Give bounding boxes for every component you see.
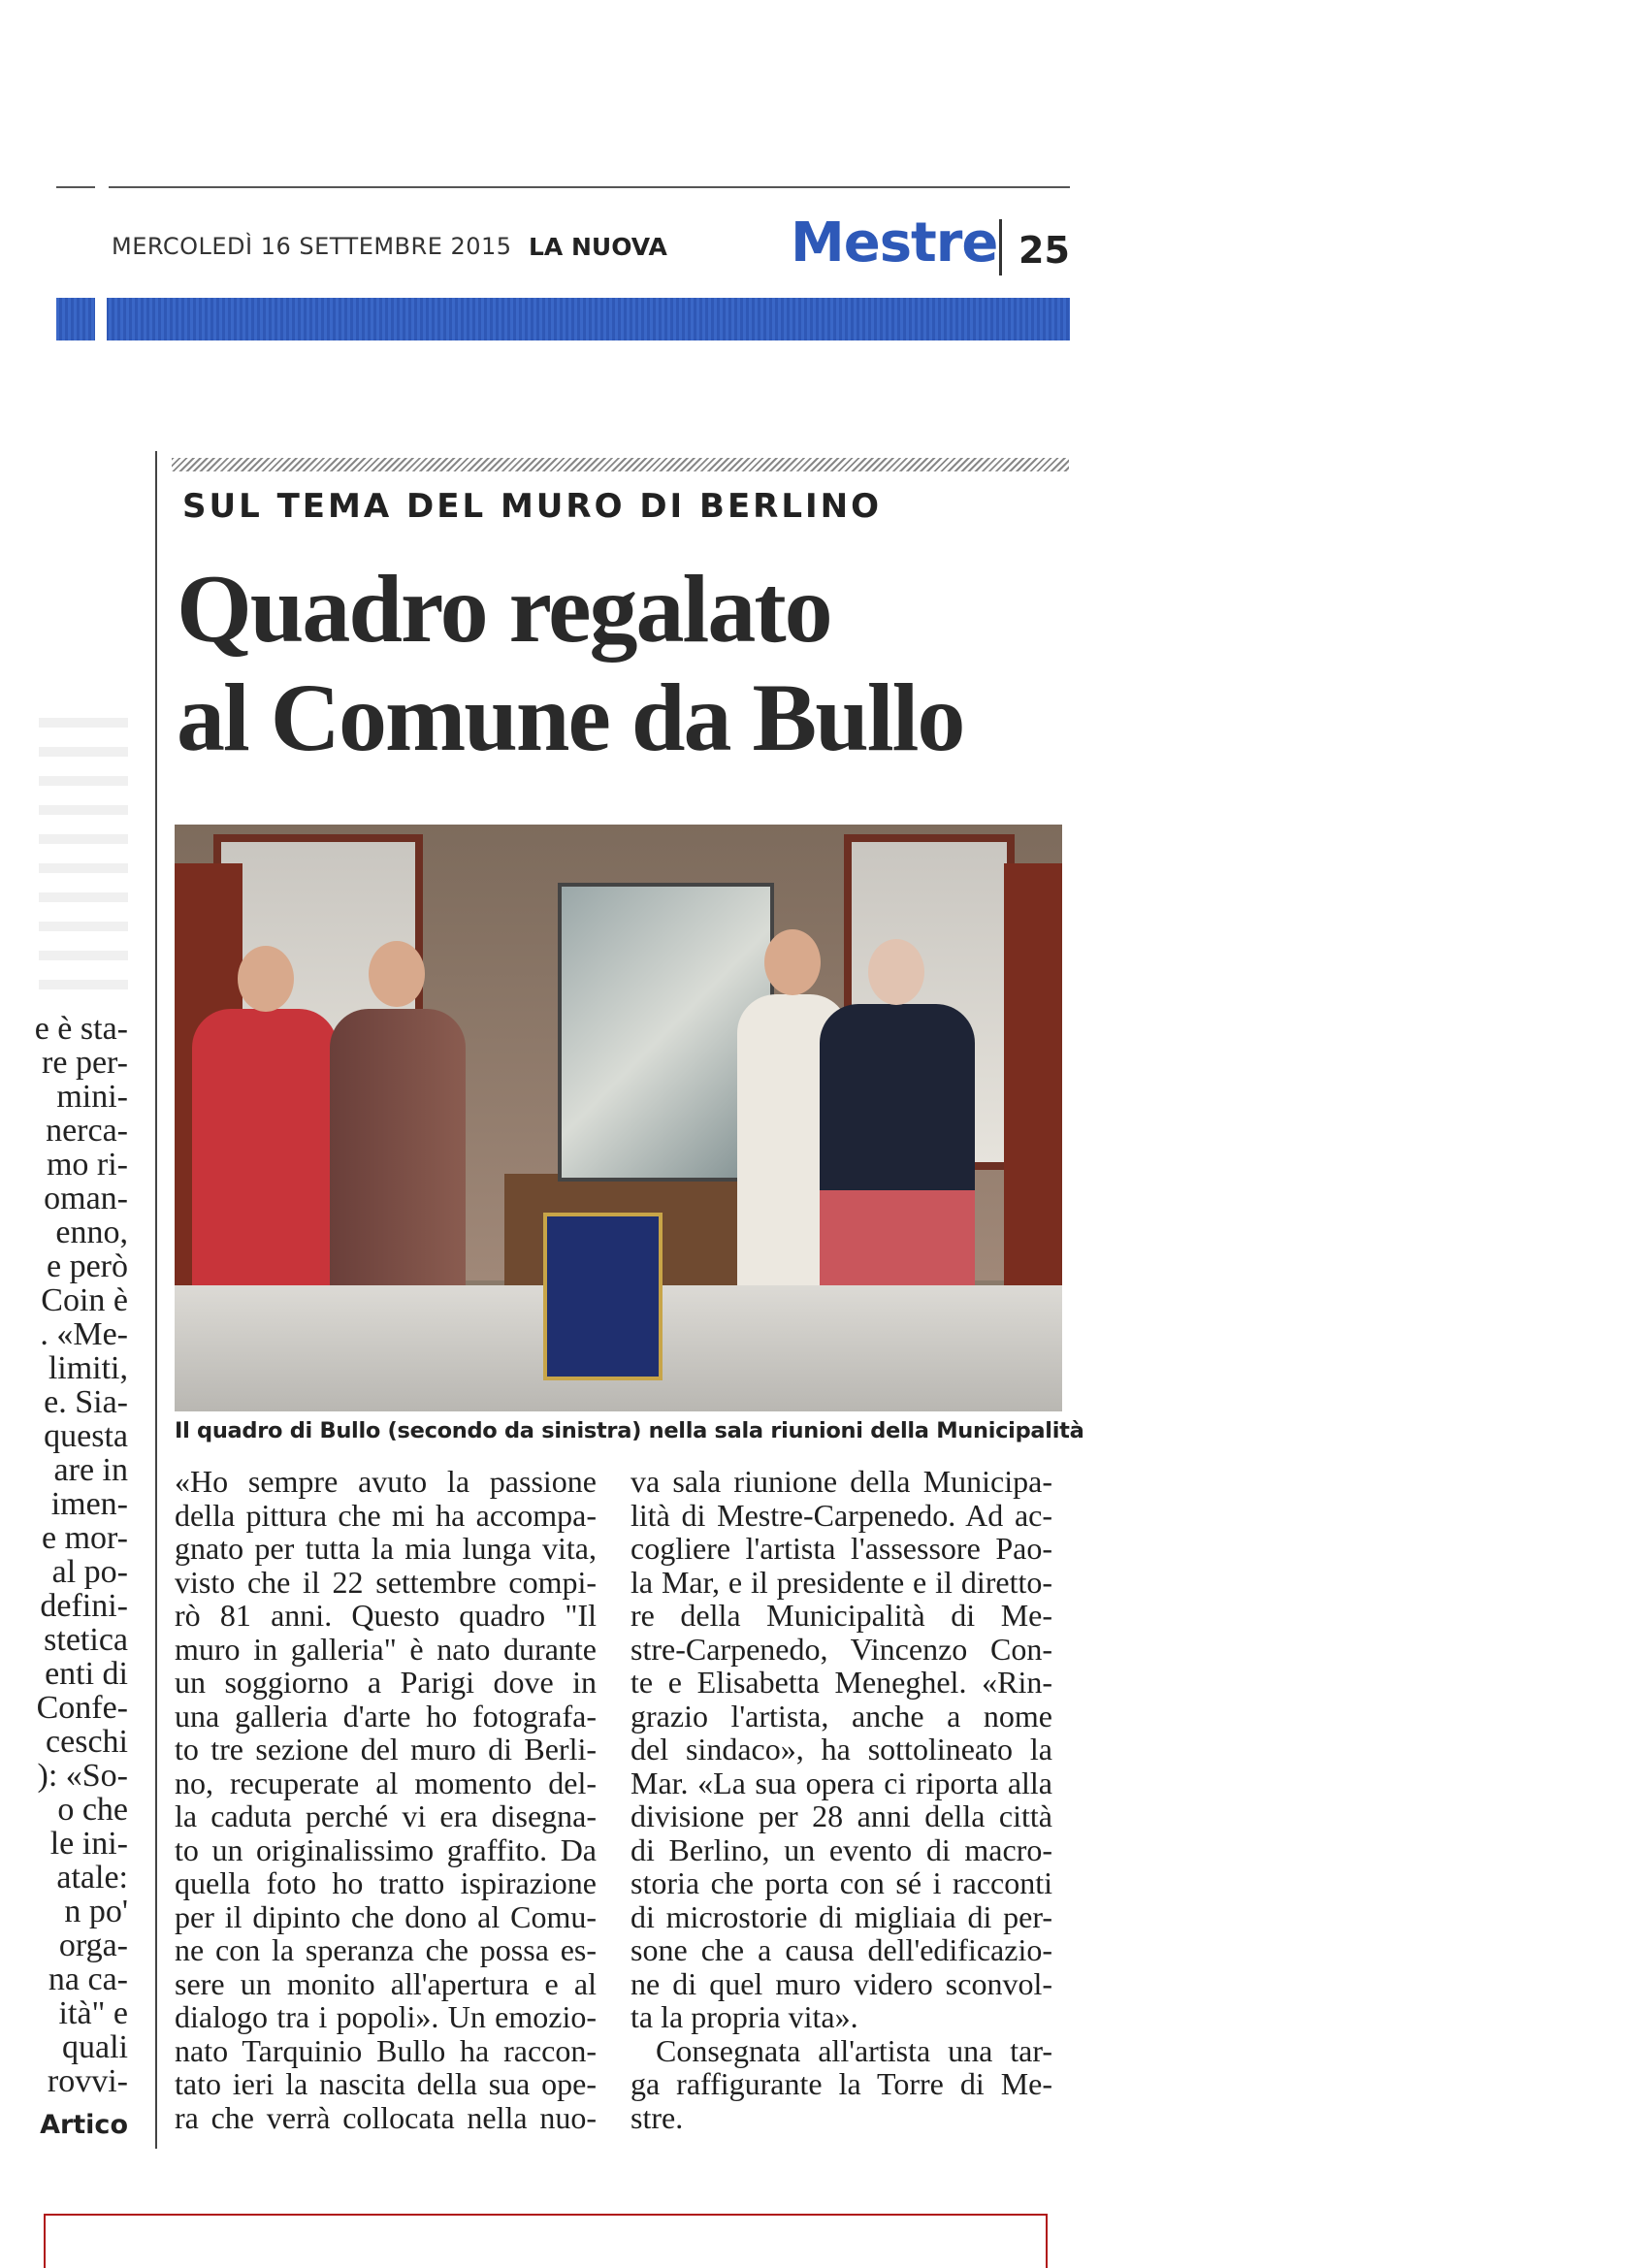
text-line: va sala riunione della Municipa- [630,1464,1052,1499]
text-line: ne di quel muro videro sconvol- [630,1965,1052,2001]
left-line: mo ri- [46,1147,128,1183]
text-line: ta la propria vita». [630,1999,858,2034]
left-signature: Artico [40,2110,128,2140]
text-line: sone che a causa dell'edificazio- [630,1932,1052,1967]
text-line: un soggiorno a Parigi dove in [175,1665,597,1700]
section-separator [999,219,1002,275]
article-column-2 [630,1465,1052,2134]
text-line: «Ho sempre avuto la passione [175,1464,597,1499]
left-line: nerca- [46,1113,128,1149]
text-line: per il dipinto che dono al Comu- [175,1898,597,1934]
bottom-red-rule-left [44,2214,46,2268]
left-line: le ini- [49,1826,128,1862]
left-line: ità" e [58,1995,128,2031]
header-rule [56,186,1070,188]
photo-person [192,1009,338,1300]
text-line: visto che il 22 settembre compi- [175,1564,597,1600]
section-name: Mestre [791,211,998,275]
left-line: quali [62,2029,128,2065]
text-line: la caduta perché vi era disegna- [175,1798,597,1833]
text-line: la Mar, e il presidente e il diretto- [630,1564,1052,1600]
text-line: cogliere l'artista l'assessore Pao- [630,1531,1052,1566]
text-line: ra che verrà collocata nella nuo- [175,2099,597,2135]
column-divider [155,451,157,2149]
text-line: muro in galleria" è nato durante [175,1631,597,1667]
text-line: ne con la speranza che possa es- [175,1932,597,1967]
header-band-gap [95,298,107,340]
left-line: orga- [58,1928,128,1963]
text-line: lità di Mestre-Carpenedo. Ad ac- [630,1497,1052,1533]
left-line: rovvi- [47,2063,128,2099]
header-rule-gap [95,184,109,190]
photo-person-head [868,939,924,1005]
text-line: di microstorie di migliaia di per- [630,1898,1052,1934]
left-line: ): «So- [37,1758,128,1794]
left-line: . «Me- [40,1316,128,1352]
text-line: divisione per 28 anni della città [630,1798,1052,1833]
text-line: stre. [630,2099,684,2135]
text-line: ga raffigurante la Torre di Me- [630,2066,1052,2101]
text-line: della pittura che mi ha accompa- [175,1497,597,1533]
left-line: e mor- [41,1520,128,1556]
text-line: Mar. «La sua opera ci riporta alla [630,1765,1052,1800]
text-line: tato ieri la nascita della sua ope- [175,2066,597,2101]
photo-person-head [238,946,294,1012]
photo-person-head [764,929,821,995]
text-line: di Berlino, un evento di macro- [630,1831,1052,1867]
bottom-red-rule [44,2214,1048,2216]
photo-person [330,1009,466,1310]
left-line: enti di [45,1656,128,1692]
text-line: grazio l'artista, anche a nome [630,1698,1052,1733]
left-line: atale: [56,1860,128,1895]
text-line: una galleria d'arte ho fotografa- [175,1698,597,1733]
left-line: o che [57,1792,128,1828]
text-line: sere un monito all'apertura e al [175,1965,597,2001]
left-line: al po- [51,1554,128,1590]
left-line: limiti, [48,1350,128,1386]
article-top-rule [172,458,1069,471]
headline-line: Quadro regalato [177,555,831,663]
text-line: dialogo tra i popoli». Un emozio- [175,1999,597,2034]
left-line: e. Sia- [44,1384,128,1420]
text-line: quella foto ho tratto ispirazione [175,1865,597,1900]
photo-plaque [543,1213,663,1380]
photo-person [820,1004,975,1314]
photo-caption: Il quadro di Bullo (secondo da sinistra) nella sala riunioni della Municipalità [175,1418,1084,1443]
header-blue-band [56,298,1070,340]
page-number: 25 [1018,229,1070,272]
text-line: to tre sezione del muro di Berli- [175,1732,597,1766]
left-line: questa [44,1418,128,1454]
article-headline [177,555,1069,772]
text-line: te e Elisabetta Meneghel. «Rin- [630,1665,1052,1700]
text-line: rò 81 anni. Questo quadro "Il [175,1598,597,1633]
article-photo [175,825,1062,1411]
text-line: del sindaco», ha sottolineato la [630,1732,1052,1766]
masthead-date: MERCOLEDÌ 16 SETTEMBRE 2015 [112,233,512,260]
left-line: e però [46,1248,128,1284]
headline-line: al Comune da Bullo [177,664,964,771]
left-line: are in [53,1452,128,1488]
left-cropped-column [0,1012,128,2142]
text-line: nato Tarquinio Bullo ha raccon- [175,2032,597,2068]
photo-door [1004,863,1062,1310]
text-line: Consegnata all'artista una tar- [656,2032,1052,2068]
left-line: na ca- [48,1961,128,1997]
text-line: storia che porta con sé i racconti [630,1865,1052,1900]
masthead-paper-name: LA NUOVA [529,233,667,261]
article-column-1 [175,1465,597,2134]
text-line: to un originalissimo graffito. Da [175,1831,597,1867]
photo-person-head [369,941,425,1007]
left-line: n po' [64,1894,128,1929]
left-line: oman- [44,1181,128,1216]
left-line: Coin è [41,1282,128,1318]
faint-text-block [39,698,128,989]
left-line: enno, [55,1215,128,1250]
text-line: stre-Carpenedo, Vincenzo Con- [630,1631,1052,1667]
left-line: imen- [50,1486,128,1522]
article-kicker: SUL TEMA DEL MURO DI BERLINO [182,487,883,526]
left-line: defini- [40,1588,128,1624]
text-line: re della Municipalità di Me- [630,1598,1052,1633]
left-line: Confe- [36,1690,128,1726]
left-line: stetica [44,1622,128,1658]
left-line: e è sta- [34,1012,128,1047]
text-line: no, recuperate al momento del- [175,1765,597,1800]
left-line: ceschi [46,1724,128,1760]
bottom-red-rule-right [1046,2214,1048,2268]
text-line: gnato per tutta la mia lunga vita, [175,1531,597,1566]
left-line: mini- [56,1079,128,1115]
left-line: re per- [42,1045,128,1081]
